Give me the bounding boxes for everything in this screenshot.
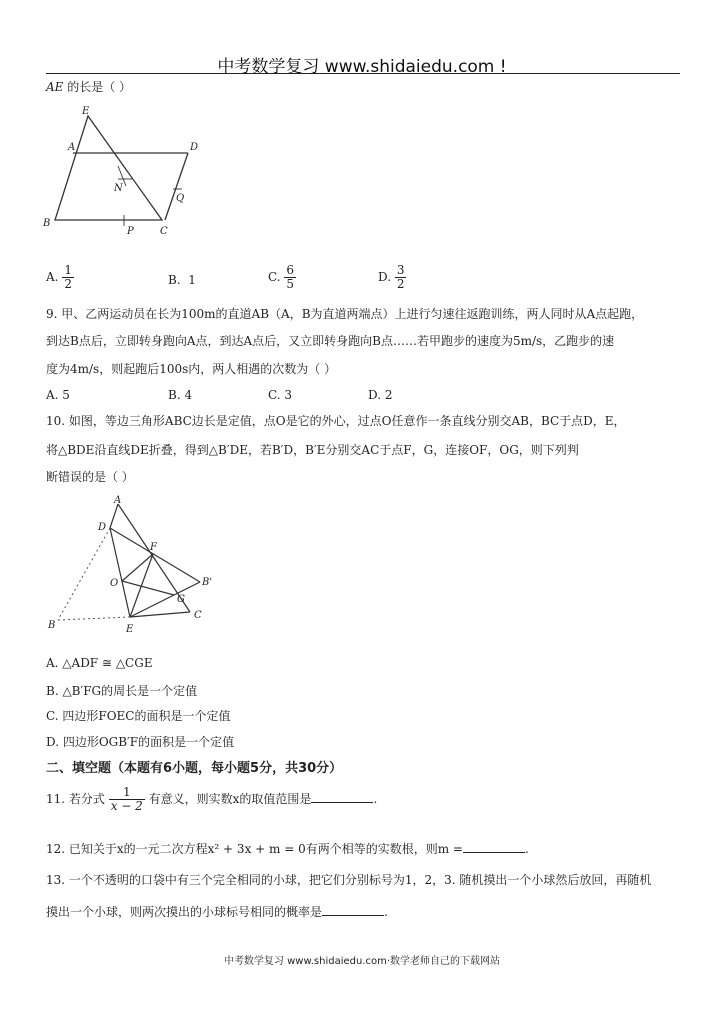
header-divider <box>46 73 680 74</box>
q10-line1: 10. 如图，等边三角形ABC边长是定值，点O是它的外心，过点O任意作一条直线分别交AB，BC于点D，E， <box>46 414 626 428</box>
q11-fraction: $\frac{1}{x - 2}$ <box>110 785 143 813</box>
q10-label-C: C <box>194 610 202 621</box>
q10-label-G: G <box>177 594 185 605</box>
q10-figure <box>40 494 220 644</box>
q10-dashed-DB <box>58 528 110 620</box>
q8-label-E: E <box>82 106 90 117</box>
q8-label-A: A <box>68 142 76 153</box>
q8-label-N: N <box>114 183 123 194</box>
q8-label-B: B <box>43 218 51 229</box>
q10-label-E: E <box>126 624 134 635</box>
q11-prefix: 11. 若分式 <box>46 792 105 806</box>
q10-line3: 断错误的是（ ） <box>46 470 134 484</box>
q10-option-c: C. 四边形FOEC的面积是一个定值 <box>46 709 231 723</box>
q8-figure <box>40 100 210 240</box>
q8-segment-DC <box>165 153 188 220</box>
q8-option-b: B. 1 <box>168 273 196 287</box>
q11: 11. 若分式 $\frac{1}{x - 2}$ 有意义，则实数x的取值范围是 . <box>46 785 378 813</box>
q12: 12. 已知关于x的一元二次方程x² + 3x + m = 0有两个相等的实数根，则m = . <box>46 842 529 856</box>
q10-label-D: D <box>98 522 107 533</box>
page-header-title: 中考数学复习 www.shidaiedu.com ! <box>217 57 507 77</box>
q9-line3: 度为4m/s，则起跑后100s内，两人相遇的次数为（ ） <box>46 362 337 376</box>
q8-stem-var: AE <box>46 80 64 94</box>
q13-answer-blank[interactable] <box>322 903 384 916</box>
q10-label-O: O <box>110 578 119 589</box>
page-footer: 中考数学复习 www.shidaiedu.com·数学老师自己的下载网站 <box>223 956 501 967</box>
q10-label-B-prime: B' <box>202 577 213 588</box>
q8-triangle-EBC <box>55 116 162 220</box>
q13-line1: 13. 一个不透明的口袋中有三个完全相同的小球，把它们分别标号为1，2，3. 随机摸出一个小球然后放回，再随机 <box>46 873 652 887</box>
q10-label-B: B <box>48 620 56 631</box>
q8-option-c: C. $\frac{6}{5}$ <box>268 263 295 291</box>
q8-stem-text: 的长是（ ） <box>67 80 132 94</box>
q10-label-F: F <box>150 542 157 553</box>
q10-segment-OG <box>122 581 174 595</box>
q9-line1: 9. 甲、乙两运动员在长为100m的直道AB（A，B为直道两端点）上进行匀速往返跑训练，两人同时从A点起跑， <box>46 307 644 321</box>
q10-line2: 将△BDE沿直线DE折叠，得到△B′DE，若B′D，B′E分别交AC于点F，G，连接OF，OG，则下列判 <box>46 443 579 457</box>
q8-label-P: P <box>127 226 134 237</box>
q13-line2: 摸出一个小球，则两次摸出的小球标号相同的概率是 . <box>46 905 388 919</box>
q11-suffix: 有意义，则实数x的取值范围是 <box>148 792 312 806</box>
q8-label-D: D <box>190 142 199 153</box>
q9-option-c: C. 3 <box>268 388 293 402</box>
q8-label-Q: Q <box>176 193 185 204</box>
q8-stem <box>46 80 131 94</box>
q10-side-AD <box>110 504 118 528</box>
q9-option-a: A. 5 <box>46 388 70 402</box>
q10-segment-DB' <box>110 528 200 582</box>
q8-option-d: D. $\frac{3}{2}$ <box>378 263 405 291</box>
q8-option-a: A. $\frac{1}{2}$ <box>46 263 72 291</box>
section-fill-in-title: 二、填空题（本题有6小题，每小题5分，共30分） <box>46 761 343 776</box>
q9-option-d: D. 2 <box>368 388 393 402</box>
q10-dashed-BE <box>58 617 130 620</box>
q12-answer-blank[interactable] <box>463 840 525 853</box>
q9-option-b: B. 4 <box>168 388 193 402</box>
q10-option-d: D. 四边形OGB′F的面积是一个定值 <box>46 735 235 749</box>
q9-line2: 到达B点后，立即转身跑向A点，到达A点后，又立即转身跑向B点……若甲跑步的速度为5m/s，乙跑步的速 <box>46 334 615 348</box>
q10-option-a: A. △ADF ≅ △CGE <box>46 656 153 670</box>
q8-label-C: C <box>160 226 168 237</box>
q11-answer-blank[interactable] <box>311 790 373 803</box>
q10-option-b: B. △B′FG的周长是一个定值 <box>46 684 198 698</box>
q10-segment-DE <box>110 528 130 617</box>
q10-label-A: A <box>114 495 122 506</box>
q12-text: 12. 已知关于x的一元二次方程x² + 3x + m = 0有两个相等的实数根，则m = <box>46 842 463 856</box>
